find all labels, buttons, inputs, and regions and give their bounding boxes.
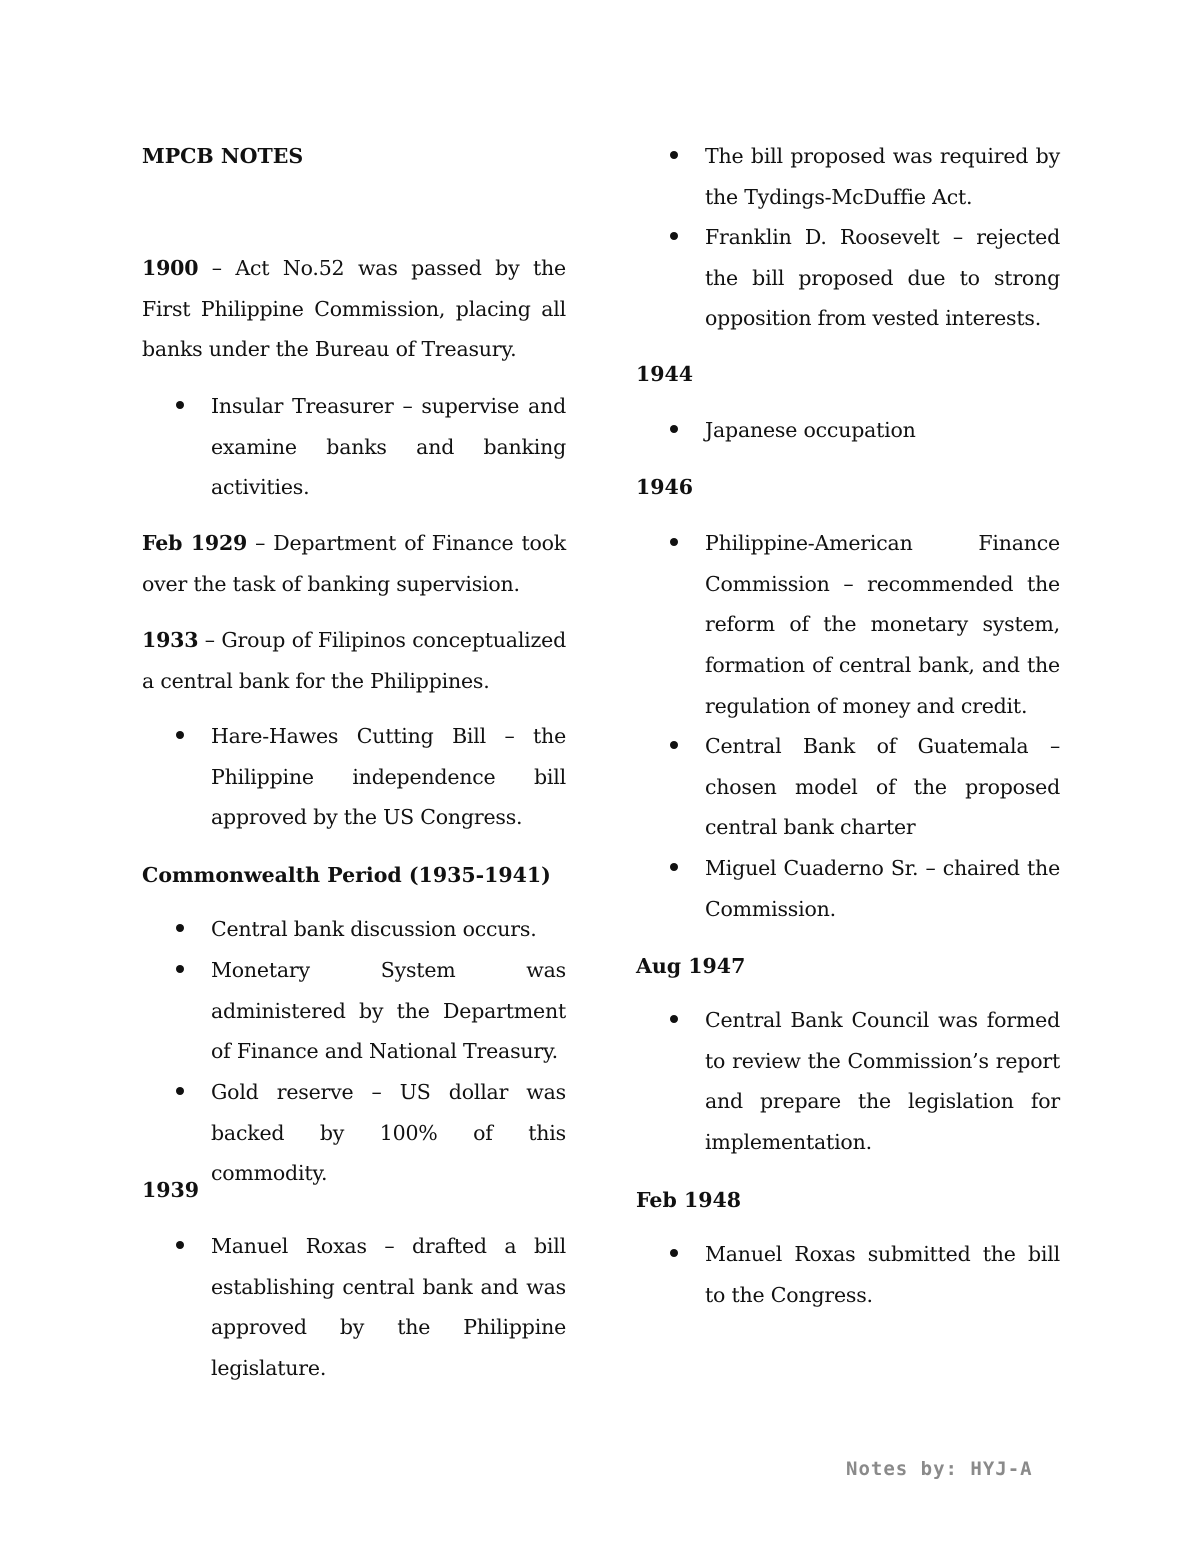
list-item: Central bank discussion occurs. xyxy=(211,909,566,950)
page-title: MPCB NOTES xyxy=(142,144,304,168)
section-heading: Aug 1947 xyxy=(636,954,746,978)
entry-text: – Department of Finance took over the task of banking supervision. xyxy=(142,531,566,596)
list-item: Monetary System was administered by the Department of Finance and National Treasury. xyxy=(211,950,566,1072)
list-item: Philippine-American Finance Commission – recommended the reform of the monetary system, formation of central bank, and the regulation of money and credit. xyxy=(705,523,1060,727)
section-heading: 1946 xyxy=(636,475,694,499)
section-heading: Commonwealth Period (1935-1941) xyxy=(142,863,551,887)
list-item: Central Bank of Guatemala – chosen model of the proposed central bank charter xyxy=(705,726,1060,848)
list-item: Manuel Roxas – drafted a bill establishing central bank and was approved by the Philippine legislature. xyxy=(211,1226,566,1389)
entry-text: – Act No.52 was passed by the First Philippine Commission, placing all banks under the Bureau of Treasury. xyxy=(142,256,566,362)
list-item: Hare-Hawes Cutting Bill – the Philippine independence bill approved by the US Congress. xyxy=(211,716,566,838)
section-heading: Feb 1948 xyxy=(636,1188,742,1212)
list-item: Franklin D. Roosevelt – rejected the bill proposed due to strong opposition from vested interests. xyxy=(705,217,1060,339)
list-item: Gold reserve – US dollar was backed by 100% of this commodity. xyxy=(211,1072,566,1194)
page-footer: Notes by: HYJ-A xyxy=(846,1458,1033,1480)
section-heading: 1939 xyxy=(142,1178,200,1202)
list-item: Manuel Roxas submitted the bill to the Congress. xyxy=(705,1234,1060,1315)
list-item: The bill proposed was required by the Tydings-McDuffie Act. xyxy=(705,136,1060,217)
entry-year: Feb 1929 xyxy=(142,531,248,555)
entry-1929 xyxy=(142,523,566,604)
entry-year: 1900 xyxy=(142,256,199,280)
entry-1933 xyxy=(142,620,566,701)
list-item: Miguel Cuaderno Sr. – chaired the Commission. xyxy=(705,848,1060,929)
section-heading: 1944 xyxy=(636,362,694,386)
list-item: Central Bank Council was formed to review the Commission’s report and prepare the legislation for implementation. xyxy=(705,1000,1060,1163)
list-item: Japanese occupation xyxy=(705,410,1060,451)
entry-1900 xyxy=(142,248,566,370)
entry-text: – Group of Filipinos conceptualized a central bank for the Philippines. xyxy=(142,628,566,693)
list-item: Insular Treasurer – supervise and examine banks and banking activities. xyxy=(211,386,566,508)
entry-year: 1933 xyxy=(142,628,199,652)
